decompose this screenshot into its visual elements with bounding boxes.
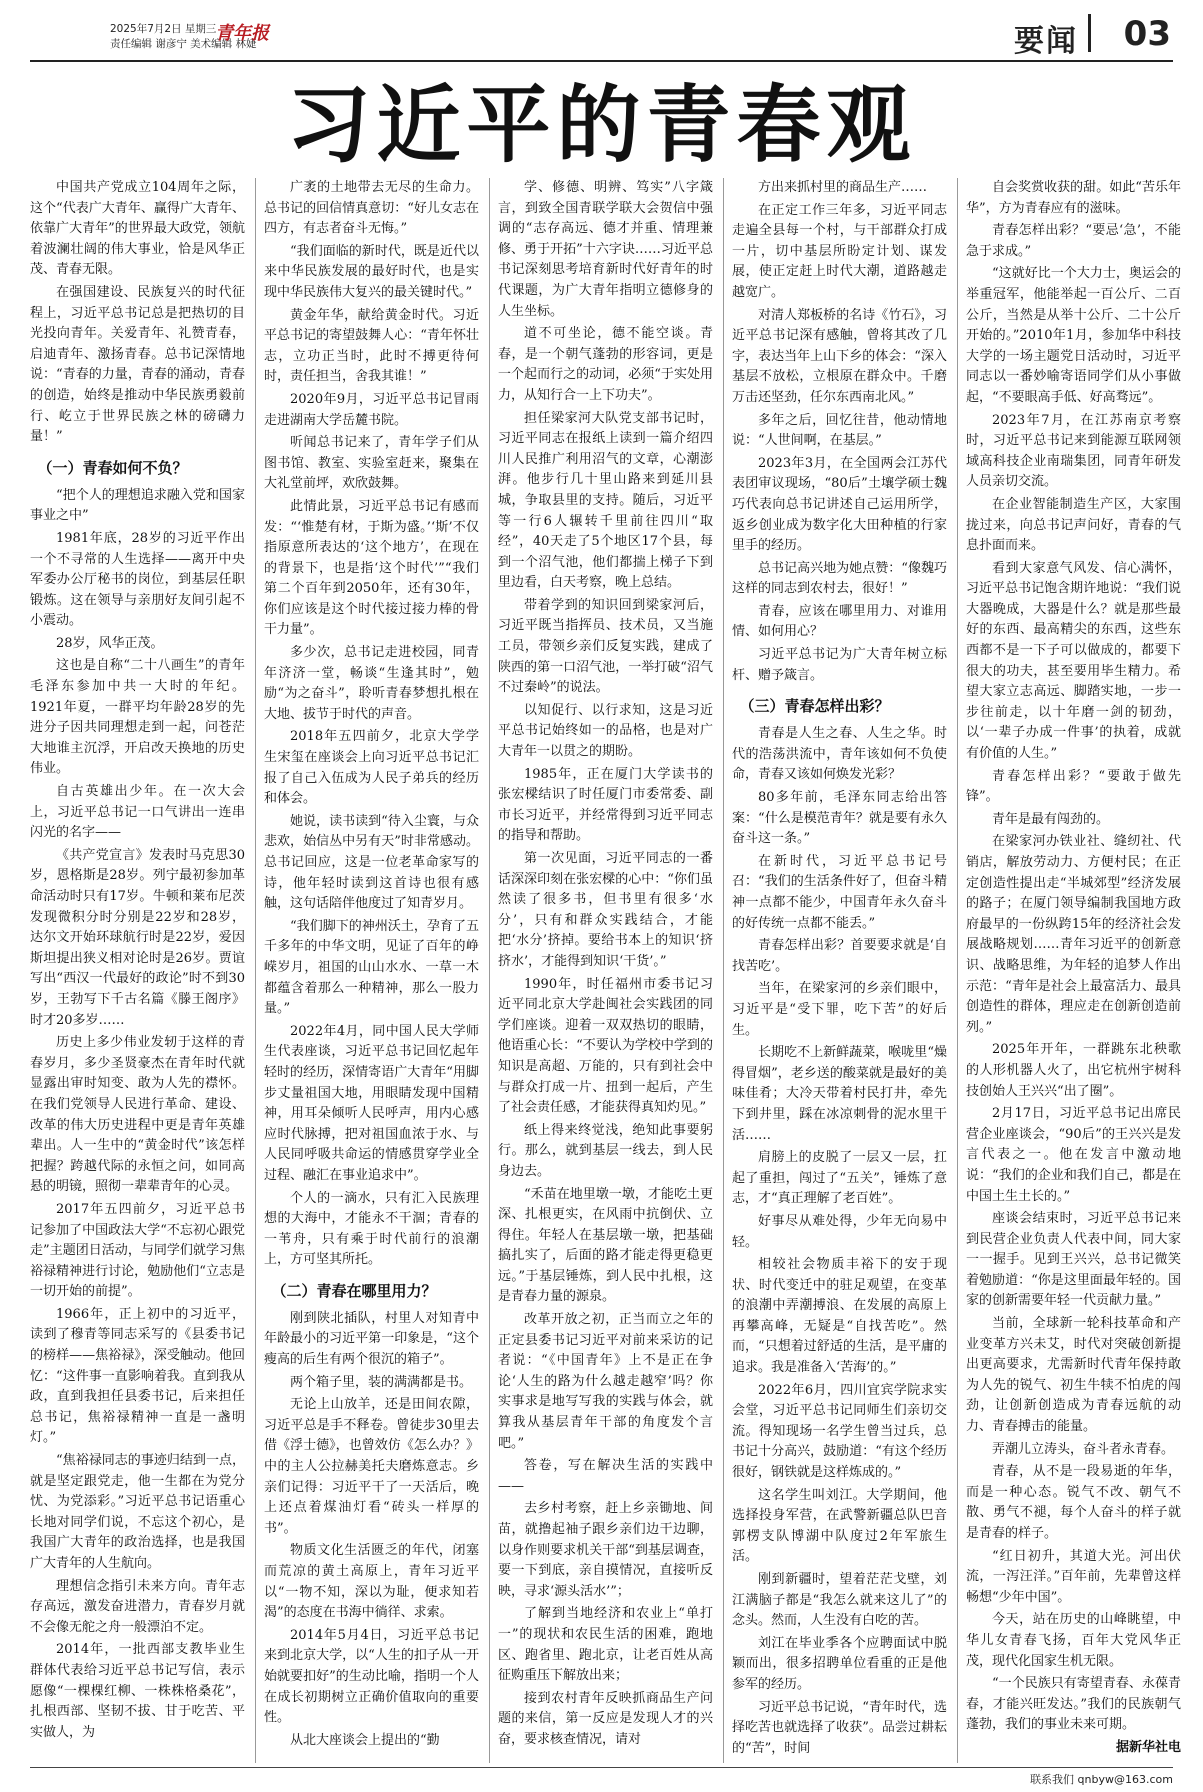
- paragraph: 座谈会结束时，习近平总书记来到民营企业负责人代表中间，同大家一一握手。见到王兴兴，总书记微笑着勉励道：“你是这里面最年轻的。国家的创新需要年轻一代贡献力量。”: [966, 1211, 1181, 1309]
- section-heading: （一）青春如何不负？: [37, 458, 188, 477]
- paragraph: 历史上多少伟业发轫于这样的青春岁月，多少圣贤豪杰在青年时代就显露出审时知变、敢为人先的襟怀。在我们党领导人民进行革命、建设、改革的伟大历史进程中更是青年英雄辈出。人一生中的“黄金时代”该怎样把握？跨越代际的永恒之问，如同高悬的明镜，照彻一辈辈青年的心灵。: [30, 1035, 245, 1195]
- paragraph: 自会奖赏收获的甜。如此“苦乐年华”，方为青春应有的滋味。: [966, 180, 1181, 216]
- paragraph: 长期吃不上新鲜蔬菜，喉咙里“燥得冒烟”，老乡送的酸菜就是最好的美味佳肴；大冷天带着村民打井，牵先下到井里，踩在冰凉刺骨的泥水里干活……: [732, 1045, 947, 1143]
- page-number: 03: [1123, 14, 1171, 54]
- paragraph: 在强国建设、民族复兴的时代征程上，习近平总书记总是把热切的目光投向青年。关爱青年、礼赞青春，启迪青年、激扬青春。总书记深情地说：“青春的力量，青春的涌动，青春的创造，始终是推动中华民族勇毅前行、屹立于世界民族之林的磅礴力量！”: [30, 284, 245, 445]
- paragraph: 无论上山放羊，还是田间农隙，习近平总是手不释卷。曾徒步30里去借《浮士德》，也曾效仿《怎么办？》中的主人公拉赫美托夫磨炼意志。乡亲们记得：习近平干了一天活后，晚上还点着煤油灯看“砖头一样厚的书”。: [264, 1397, 479, 1536]
- paragraph: 2023年3月，在全国两会江苏代表团审议现场，“80后”土壤学硕士魏巧代表向总书记讲述自己运用所学，返乡创业成为数字化大田种植的行家里手的经历。: [732, 455, 947, 554]
- footer-rule: [30, 1767, 1173, 1768]
- paragraph: 看到大家意气风发、信心满怀，习近平总书记饱含期许地说：“我们说大器晚成，大器是什么？就是那些最好的东西、最高精尖的东西，这些东西都不是一下子可以做成的，都要下很大的功夫，甚至要用毕生精力。希望大家立志高远、脚踏实地，一步一步往前走，以十年磨一剑的韧劲，以‘一辈子办成一件事’的执着，成就有价值的人生。”: [966, 560, 1181, 762]
- paragraph: 肩膀上的皮脱了一层又一层，扛起了重担，闯过了“五关”，锤炼了意志，才“真正理解了老百姓”。: [732, 1150, 947, 1207]
- section-name: 要闻: [1014, 24, 1078, 59]
- paragraph: 第一次见面，习近平同志的一番话深深印刻在张宏樑的心中：“你们虽然读了很多书，但书里有很多‘水分’，只有和群众实践结合，才能把‘水分’挤掉。要给书本上的知识‘挤挤水’，才能得到知识‘干货’。”: [498, 851, 713, 969]
- paragraph: 《共产党宣言》发表时马克思30岁，恩格斯是28岁。列宁最初参加革命活动时只有17岁。牛顿和莱布尼茨发现微积分时分别是22岁和28岁，达尔文开始环球航行时是22岁，爱因斯坦提出狭义相对论时是26岁。贾谊写出“西汉一代最好的政论”时不到30岁，王勃写下千古名篇《滕王阁序》时才20多岁……: [30, 847, 245, 1028]
- paragraph: 28岁，风华正茂。: [56, 635, 164, 651]
- paragraph: 当前，全球新一轮科技革命和产业变革方兴未艾，时代对突破创新提出更高要求，尤需新时代青年保持敢为人先的锐气、初生牛犊不怕虎的闯劲，让创新创造成为青春远航的动力、青春搏击的能量。: [966, 1316, 1181, 1435]
- paragraph: 2022年6月，四川宜宾学院求实会堂，习近平总书记同师生们亲切交流。得知现场一名学生曾当过兵，总书记十分高兴，鼓励道：“有这个经历很好，钢铁就是这样炼成的。”: [732, 1382, 947, 1481]
- paragraph: 纸上得来终觉浅，绝知此事要躬行。那么，就到基层一线去，到人民身边去。: [498, 1122, 713, 1179]
- paragraph: 1985年，正在厦门大学读书的张宏樑结识了时任厦门市委常委、副市长习近平，并经常得到习近平同志的指导和帮助。: [498, 766, 713, 844]
- paragraph: 在梁家河办铁业社、缝纫社、代销店，解放劳动力、方便村民；在正定创造性提出走“半城郊型”经济发展的路子；在厦门领导编制我国地方政府最早的一份纵跨15年的经济社会发展战略规划……青年习近平的创新意识、战略思维，为年轻的追梦人作出示范：“青年是社会上最富活力、最具创造性的群体，理应走在创新创造前列。”: [966, 834, 1181, 1035]
- paragraph: 1966年，正上初中的习近平，读到了穆青等同志采写的《县委书记的榜样——焦裕禄》，深受触动。他回忆：“这件事一直影响着我。直到我从政，直到我担任县委书记，后来担任总书记，焦裕禄精神一直是一盏明灯。”: [30, 1306, 245, 1446]
- article-column: [30, 178, 245, 1763]
- section-heading: （二）青春在哪里用力？: [271, 1281, 437, 1300]
- paragraph: 青春怎样出彩？“要忌‘急’，不能急于求成。”: [966, 223, 1181, 259]
- paragraph: 刚到陕北插队，村里人对知青中年龄最小的习近平第一印象是，“这个瘦高的后生有两个很沉的箱子”。: [264, 1310, 479, 1368]
- paragraph: 广袤的土地带去无尽的生命力。总书记的回信情真意切：“好儿女志在四方，有志者奋斗无悔。”: [264, 180, 479, 237]
- paragraph: 好事尽从难处得，少年无向易中轻。: [732, 1213, 947, 1250]
- article-column: [489, 178, 713, 1763]
- paragraph: 总书记高兴地为她点赞：“像魏巧这样的同志到农村去，很好！”: [732, 560, 947, 597]
- newspaper-logo: 青年报: [215, 23, 269, 44]
- paragraph: 弄潮儿立涛头，奋斗者永青春。: [992, 1441, 1175, 1457]
- paragraph: 学、修德、明辨、笃实”八字箴言，到致全国青联学联大会贺信中强调的“志存高远、德才并重、情理兼修、勇于开拓”十六字诀……习近平总书记深刻思考培育新时代好青年的时代课题，为广大青年指明立德修身的人生坐标。: [498, 180, 713, 319]
- paragraph: 2月17日，习近平总书记出席民营企业座谈会，“90后”的王兴兴是发言代表之一。他在发言中激动地说：“我们的企业和我们自己，都是在中国土生土长的。”: [966, 1106, 1181, 1204]
- editor-credits: 责任编辑 谢彦宁 美术编辑 林婕: [110, 38, 257, 50]
- paragraph: 对清人郑板桥的名诗《竹石》，习近平总书记深有感触，曾将其改了几字，表达当年上山下乡的体会：“深入基层不放松，立根原在群众中。千磨万击还坚劲，任尔东西南北风。”: [732, 307, 947, 405]
- paragraph: 刘江在毕业季各个应聘面试中脱颖而出，很多招聘单位看重的正是他参军的经历。: [732, 1635, 947, 1692]
- paragraph: 此情此景，习近平总书记有感而发：“‘惟楚有材，于斯为盛。’‘斯’不仅指原意所表达的‘这个地方’，在现在的背景下，也是指‘这个时代’”“我们第二个百年到2050年，还有30年，你们应该是这个时代接过接力棒的骨干力量”。: [264, 498, 479, 638]
- article-title: 习近平的青春观: [286, 76, 917, 174]
- paragraph: 当年，在梁家河的乡亲们眼中，习近平是“受下罪，吃下苦”的好后生。: [732, 981, 947, 1038]
- header-divider: [1088, 14, 1091, 52]
- paragraph: 两个箱子里，装的满满都是书。: [290, 1374, 473, 1390]
- paragraph: 习近平总书记说，“青年时代，选择吃苦也就选择了收获”。品尝过耕耘的“苦”，时间: [732, 1699, 947, 1756]
- paragraph: 在正定工作三年多，习近平同志走遍全县每一个村，与干部群众打成一片，切中基层所盼定计划、谋发展，使正定赶上时代大潮，道路越走越宽广。: [732, 202, 947, 300]
- section-heading: （三）青春怎样出彩？: [739, 697, 890, 716]
- paragraph: “焦裕禄同志的事迹归结到一点，就是坚定跟党走，他一生都在为党分忧、为党添彩。”习近平总书记语重心长地对同学们说，不忘这个初心，是我国广大青年的政治选择，也是我国广大青年的人生航向。: [30, 1453, 245, 1571]
- source-credit: 据新华社电: [1115, 1739, 1181, 1755]
- paragraph: 青年是最有闯劲的。: [992, 811, 1110, 827]
- issue-date: 2025年7月2日 星期三: [110, 23, 217, 35]
- paragraph: 答卷，写在解决生活的实践中——: [498, 1458, 713, 1494]
- article-column: [723, 178, 947, 1763]
- paragraph: 1990年，时任福州市委书记习近平同北京大学赴闽社会实践团的同学们座谈。迎着一双双热切的眼睛，他语重心长：“不要认为学校中学到的知识是高超、万能的，只有到社会中与群众打成一片、扭到一起后，产生了社会责任感，才能获得真知灼见。”: [498, 976, 713, 1116]
- paragraph: 道不可坐论，德不能空谈。青春，是一个朝气蓬勃的形容词，更是一个起而行之的动词，必须“于实处用力，从知行合一上下功夫”。: [498, 326, 713, 403]
- paragraph: 1981年底，28岁的习近平作出一个不寻常的人生选择——离开中央军委办公厅秘书的岗位，到基层任职锻炼。这在领导与亲朋好友间引起不小震动。: [30, 530, 245, 629]
- article-column: [255, 178, 479, 1763]
- paragraph: 今天，站在历史的山峰眺望，中华儿女青春飞扬，百年大党风华正茂，现代化国家生机无限。: [966, 1612, 1181, 1669]
- paragraph: “禾苗在地里墩一墩，才能吃土更深、扎根更实，在风雨中抗倒伏、立得住。年轻人在基层墩一墩，把基础搞扎实了，后面的路才能走得更稳更远。”于基层锤炼，到人民中扎根，这是青春力量的源泉。: [498, 1186, 713, 1305]
- paragraph: 2018年五四前夕，北京大学学生宋玺在座谈会上向习近平总书记汇报了自己入伍成为人民子弟兵的经历和体会。: [264, 729, 479, 807]
- paragraph: “红日初升，其道大光。河出伏流，一泻汪洋。”百年前，先辈曾这样畅想“少年中国”。: [966, 1548, 1181, 1605]
- paragraph: 刚到新疆时，望着茫茫戈壁，刘江满脑子都是“我怎么就来这儿了”的念头。然而，人生没有白吃的苦。: [732, 1572, 947, 1629]
- paragraph: 她说，读书读到“待入尘寰，与众悲欢，始信丛中另有天”时非常感动。总书记回应，这是一位老革命家写的诗，他年轻时读到这首诗也很有感触，这句话陪伴他度过了知青岁月。: [264, 813, 479, 912]
- paragraph: 2017年五四前夕，习近平总书记参加了中国政法大学“不忘初心跟党走”主题团日活动，与同学们就学习焦裕禄精神进行讨论，勉励他们“立志是一切开始的前提”。: [30, 1201, 245, 1300]
- paragraph: 习近平总书记为广大青年树立标杆、赠予箴言。: [732, 647, 947, 683]
- paragraph: 在企业智能制造生产区，大家围拢过来，向总书记声问好，青春的气息扑面而来。: [966, 496, 1181, 554]
- paragraph: 2023年7月，在江苏南京考察时，习近平总书记来到能源互联网领域高科技企业南瑞集团，同青年研发人员亲切交流。: [966, 412, 1181, 490]
- paragraph: 改革开放之初，正当而立之年的正定县委书记习近平对前来采访的记者说：“《中国青年》上不是正在争论‘人生的路为什么越走越窄’吗？你实事求是地写写我的实践与体会，就算我从基层青年干部的角度发个言吧。”: [498, 1312, 713, 1451]
- article-column: [957, 178, 1181, 1763]
- paragraph: 在新时代，习近平总书记号召：“我们的生活条件好了，但奋斗精神一点都不能少，中国青年永久奋斗的好传统一点都不能丢。”: [732, 853, 947, 931]
- paragraph: 理想信念指引未来方向。青年志存高远，激发奋进潜力，青春岁月就不会像无舵之舟一般漂泊不定。: [30, 1578, 245, 1635]
- page-footer: [0, 1763, 1203, 1792]
- paragraph: 这也是自称“二十八画生”的青年毛泽东参加中共一大时的年纪。1921年夏，一群平均年龄28岁的先进分子因共同理想走到一起，问苍茫大地谁主沉浮，开启改天换地的历史伟业。: [30, 658, 245, 777]
- paragraph: 相较社会物质丰裕下的安于现状、时代变迁中的驻足观望，在变革的浪潮中弄潮搏浪、在发展的高原上再攀高峰，无疑是“自找苦吃”。然而，“只想着过舒适的生活，是平庸的追求。我是准备入‘苦海’的。”: [732, 1257, 947, 1376]
- paragraph: “这就好比一个大力士，奥运会的举重冠军，他能举起一百公斤、二百公斤，当然是从举十公斤、二十公斤开始的。”2010年1月，参加华中科技大学的一场主题党日活动时，习近平同志以一番妙喻寄语同学们从小事做起，“不要眼高手低、好高骛远”。: [966, 266, 1181, 405]
- paragraph: 带着学到的知识回到梁家河后，习近平既当指挥员、技术员，又当施工员，带领乡亲们反复实践，建成了陕西的第一口沼气池，一举打破“沼气不过秦岭”的说法。: [498, 597, 713, 696]
- paragraph: “把个人的理想追求融入党和国家事业之中”: [30, 487, 245, 524]
- paragraph: 自古英雄出少年。在一次大会上，习近平总书记一口气讲出一连串闪光的名字——: [30, 784, 245, 841]
- paragraph: 这名学生叫刘江。大学期间，他选择投身军营，在武警新疆总队巴音郭楞支队博湖中队度过2年军旅生活。: [732, 1487, 947, 1565]
- paragraph: 中国共产党成立104周年之际，这个“代表广大青年、赢得广大青年、依靠广大青年”的世界最大政党，领航着波澜壮阔的伟大事业，恰是风华正茂、青春无限。: [30, 180, 245, 278]
- paragraph: 青春，从不是一段易逝的年华，而是一种心态。锐气不改、朝气不散、勇气不褪，每个人奋斗的样子就是青春的样子。: [966, 1464, 1181, 1541]
- paragraph: 以知促行、以行求知，这是习近平总书记始终如一的品格，也是对广大青年一以贯之的期盼。: [498, 702, 713, 760]
- paragraph: 2014年5月4日，习近平总书记来到北京大学，以“人生的扣子从一开始就要扣好”的生动比喻，指明一个人在成长初期树立正确价值取向的重要性。: [264, 1627, 479, 1726]
- paragraph: 青春是人生之春、人生之华。时代的浩荡洪流中，青年该如何不负使命，青春又该如何焕发光彩？: [732, 726, 947, 783]
- paragraph: 青春怎样出彩？首要要求就是‘自找苦吃’。: [732, 938, 947, 974]
- paragraph: 物质文化生活匮乏的年代，闭塞而荒凉的黄土高原上，青年习近平以“一物不知，深以为耻，便求知若渴”的态度在书海中徜徉、求索。: [264, 1543, 479, 1621]
- paragraph: 多年之后，回忆往昔，他动情地说：“人世间啊，在基层。”: [732, 412, 947, 449]
- paragraph: 2014年，一批西部支教毕业生群体代表给习近平总书记写信，表示愿像“一棵棵红柳、一株株格桑花”，扎根西部、坚韧不拔、甘于吃苦、平实做人，为: [30, 1642, 245, 1740]
- paragraph: 80多年前，毛泽东同志给出答案：“什么是模范青年？就是要有永久奋斗这一条。”: [732, 790, 947, 847]
- paragraph: 2022年4月，同中国人民大学师生代表座谈，习近平总书记回忆起年轻时的经历，深情寄语广大青年“用脚步丈量祖国大地，用眼睛发现中国精神，用耳朵倾听人民呼声，用内心感应时代脉搏，把对祖国血浓于水、与人民同呼吸共命运的情感贯穿学业全过程、融汇在事业追求中”。: [264, 1023, 479, 1183]
- paragraph: 听闻总书记来了，青年学子们从图书馆、教室、实验室赶来，聚集在大礼堂前坪，欢欣鼓舞。: [264, 435, 479, 492]
- paragraph: 了解到当地经济和农业上“单打一”的现状和农民生活的困难，跑地区、跑省里、跑北京，让老百姓从高征购重压下解放出来；: [498, 1606, 713, 1684]
- paragraph: 个人的一滴水，只有汇入民族理想的大海中，才能永不干涸；青春的一苇舟，只有乘于时代前行的浪潮上，方可坚其所托。: [264, 1190, 479, 1268]
- paragraph: 2020年9月，习近平总书记冒雨走进湖南大学岳麓书院。: [264, 391, 479, 428]
- article-body: [30, 178, 1181, 1763]
- paragraph: 青春怎样出彩？“要敢于做先锋”。: [966, 768, 1181, 805]
- paragraph: 从北大座谈会上提出的“勤: [290, 1732, 440, 1748]
- paragraph: 黄金年华，献给黄金时代。习近平总书记的寄望鼓舞人心：“青年怀壮志，立功正当时，此时不搏更待何时，责任担当，舍我其谁！”: [264, 307, 479, 385]
- paragraph: 担任梁家河大队党支部书记时，习近平同志在报纸上读到一篇介绍四川人民推广利用沼气的文章，心潮澎湃。他步行几十里山路来到延川县城，争取县里的支持。随后，习近平等一行6人辗转千里前往四川“取经”，40天走了5个地区17个县，每到一个沼气池，他们都揣上梯子下到里边看，白天考察，晚上总结。: [498, 410, 713, 591]
- paragraph: 方出来抓村里的商品生产……: [758, 180, 928, 195]
- paragraph: 接到农村青年反映抓商品生产问题的来信，第一反应是发现人才的兴奋，要求核查情况，请对: [498, 1690, 713, 1747]
- paragraph: “一个民族只有寄望青春、永葆青春，才能兴旺发达。”我们的民族朝气蓬勃，我们的事业未来可期。: [966, 1676, 1181, 1733]
- paragraph: 去乡村考察，赶上乡亲锄地、间苗，就撸起袖子跟乡亲们边干边聊，以身作则要求机关干部“到基层调查，要一下到底，亲自摸情况，直接听反映，寻求‘源头活水’”；: [498, 1501, 713, 1599]
- paragraph: “我们面临的新时代，既是近代以来中华民族发展的最好时代，也是实现中华民族伟大复兴的最关键时代。”: [264, 243, 479, 300]
- paragraph: 青春，应该在哪里用力、对谁用情、如何用心？: [732, 603, 947, 640]
- contact-info: 联系我们 qnbyw@163.com: [1030, 1773, 1173, 1786]
- paragraph: 2025年开年，一群跳东北秧歌的人形机器人火了，出它杭州宇树科技创始人王兴兴“出了圈”。: [966, 1042, 1181, 1099]
- paragraph: “我们脚下的神州沃土，孕育了五千多年的中华文明，见证了百年的峥嵘岁月，祖国的山山水水、一草一木都蕴含着那么一种精神，那么一股力量。”: [264, 918, 479, 1017]
- paragraph: 多少次，总书记走进校园，同青年济济一堂，畅谈“生逢其时”，勉励“为之奋斗”，聆听青春梦想扎根在大地、拔节于时代的声音。: [264, 645, 479, 722]
